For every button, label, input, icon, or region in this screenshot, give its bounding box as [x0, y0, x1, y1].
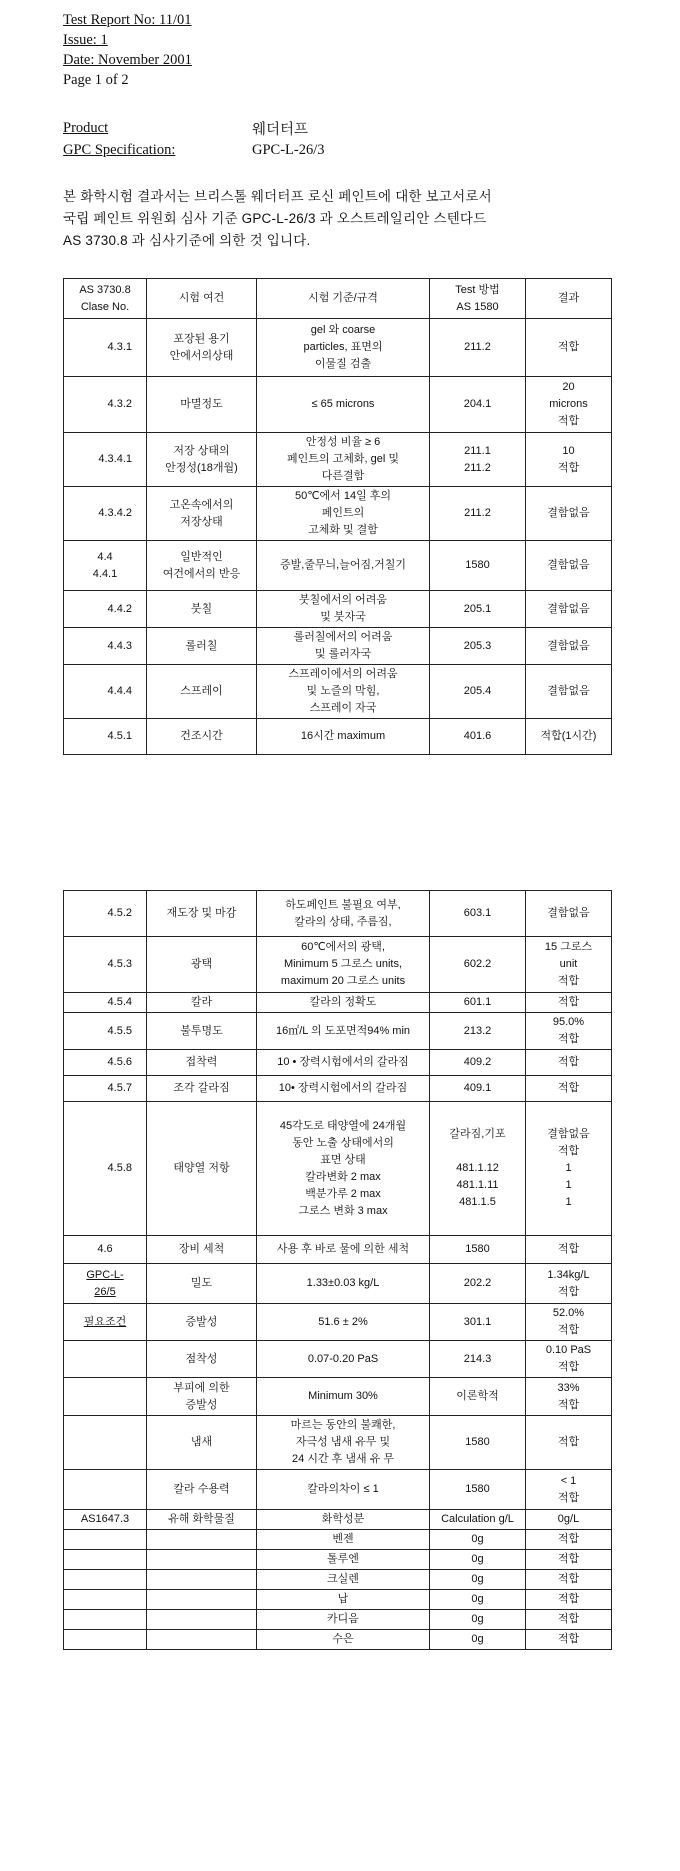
test-condition-cell: 점착성 — [147, 1341, 257, 1378]
test-condition-cell: 유해 화학물질 — [147, 1510, 257, 1530]
spec-label: GPC Specification: — [63, 142, 176, 158]
test-method-cell: 213.2 — [430, 1013, 526, 1050]
table-row — [64, 591, 612, 628]
test-condition-cell: 재도장 및 마감 — [147, 891, 257, 937]
test-criteria-cell: ≤ 65 microns — [257, 377, 430, 433]
test-results-table-2 — [63, 890, 612, 1650]
test-method-cell: Calculation g/L — [430, 1510, 526, 1530]
test-method-cell: 202.2 — [430, 1264, 526, 1304]
clause-cell — [64, 1378, 147, 1416]
test-condition-cell: 불투명도 — [147, 1013, 257, 1050]
column-header: 결과 — [526, 279, 612, 319]
column-header: 시험 기준/규격 — [257, 279, 430, 319]
clause-cell: 4.3.2 — [64, 377, 147, 433]
result-cell: 1.34kg/L 적합 — [526, 1264, 612, 1304]
table-row — [64, 719, 612, 755]
clause-cell — [64, 1630, 147, 1650]
table-row — [64, 487, 612, 541]
test-criteria-cell: 1.33±0.03 kg/L — [257, 1264, 430, 1304]
table-row — [64, 1416, 612, 1470]
test-method-cell: 401.6 — [430, 719, 526, 755]
column-header: Test 방법 AS 1580 — [430, 279, 526, 319]
clause-cell — [64, 1416, 147, 1470]
test-results-table-1 — [63, 278, 612, 755]
test-criteria-cell: 16시간 maximum — [257, 719, 430, 755]
test-criteria-cell: 롤러칠에서의 어려움 및 롤러자국 — [257, 628, 430, 665]
result-cell: 적합 — [526, 319, 612, 377]
test-method-cell: 0g — [430, 1630, 526, 1650]
table-row — [64, 1570, 612, 1590]
product-label: Product — [63, 120, 109, 136]
result-cell: 결함없음 — [526, 628, 612, 665]
test-condition-cell: 밀도 — [147, 1264, 257, 1304]
test-criteria-cell: 45각도로 태양열에 24개월 동안 노출 상태에서의 표면 상태 칼라변화 2 max 백분가루 2 max 그로스 변화 3 max — [257, 1102, 430, 1236]
clause-cell: 4.3.4.2 — [64, 487, 147, 541]
table-row — [64, 891, 612, 937]
clause-cell: 4.5.1 — [64, 719, 147, 755]
test-criteria-cell: Minimum 30% — [257, 1378, 430, 1416]
table-row — [64, 1378, 612, 1416]
clause-cell: 4.5.8 — [64, 1102, 147, 1236]
test-criteria-cell: gel 와 coarse particles, 표면의 이물질 검출 — [257, 319, 430, 377]
report-date: Date: November 2001 — [63, 52, 192, 68]
column-header: 시험 여건 — [147, 279, 257, 319]
table-row — [64, 1470, 612, 1510]
intro-line: AS 3730.8 과 심사기준에 의한 것 입니다. — [63, 233, 311, 248]
result-cell: 결함없음 적합 1 1 1 — [526, 1102, 612, 1236]
intro-paragraph — [63, 186, 623, 252]
clause-cell: 4.3.4.1 — [64, 433, 147, 487]
table-row — [64, 1550, 612, 1570]
test-condition-cell: 포장된 용기 안에서의상태 — [147, 319, 257, 377]
test-criteria-cell: 스프레이에서의 어려움 및 노즐의 막힘, 스프레이 자국 — [257, 665, 430, 719]
test-criteria-cell: 안정성 비율 ≥ 6 페인트의 고체화, gel 및 다른결함 — [257, 433, 430, 487]
issue-number: Issue: 1 — [63, 32, 108, 48]
intro-line: 본 화학시험 결과서는 브리스톨 웨더터프 로신 페인트에 대한 보고서로서 — [63, 189, 492, 204]
product-value: 웨더터프 — [252, 122, 309, 138]
result-cell: 적합 — [526, 1530, 612, 1550]
test-condition-cell — [147, 1570, 257, 1590]
test-condition-cell: 스프레이 — [147, 665, 257, 719]
intro-line: 국립 페인트 위원회 심사 기준 GPC-L-26/3 과 오스트레일리안 스텐다드 — [63, 211, 487, 226]
test-condition-cell: 냄새 — [147, 1416, 257, 1470]
table-row — [64, 1610, 612, 1630]
test-condition-cell: 부피에 의한 증발성 — [147, 1378, 257, 1416]
test-condition-cell: 광택 — [147, 937, 257, 993]
test-method-cell: 409.1 — [430, 1076, 526, 1102]
table-row — [64, 1102, 612, 1236]
test-method-cell: 205.3 — [430, 628, 526, 665]
table-header-row — [64, 279, 612, 319]
table-row — [64, 628, 612, 665]
report-header — [63, 10, 192, 90]
table-row — [64, 1013, 612, 1050]
test-method-cell: 211.2 — [430, 319, 526, 377]
table-row — [64, 433, 612, 487]
test-criteria-cell: 10• 장력시험에서의 갈라짐 — [257, 1076, 430, 1102]
clause-cell: 4.5.3 — [64, 937, 147, 993]
test-criteria-cell: 수은 — [257, 1630, 430, 1650]
result-cell: 15 그로스 unit 적합 — [526, 937, 612, 993]
result-cell: 적합 — [526, 1050, 612, 1076]
report-number: Test Report No: 11/01 — [63, 12, 192, 28]
table-row — [64, 1236, 612, 1264]
test-criteria-cell: 벤젠 — [257, 1530, 430, 1550]
test-criteria-cell: 칼라의차이 ≤ 1 — [257, 1470, 430, 1510]
test-method-cell: 1580 — [430, 1416, 526, 1470]
test-condition-cell: 장비 세척 — [147, 1236, 257, 1264]
result-cell: 0g/L — [526, 1510, 612, 1530]
test-method-cell: 409.2 — [430, 1050, 526, 1076]
page-number: Page 1 of 2 — [63, 72, 129, 88]
result-cell: 적합 — [526, 993, 612, 1013]
clause-cell: 4.4.4 — [64, 665, 147, 719]
result-cell: 결함없음 — [526, 591, 612, 628]
test-criteria-cell: 16㎡/L 의 도포면적94% min — [257, 1013, 430, 1050]
clause-cell: AS1647.3 — [64, 1510, 147, 1530]
test-criteria-cell: 크실렌 — [257, 1570, 430, 1590]
result-cell: 52.0% 적합 — [526, 1304, 612, 1341]
test-condition-cell: 마멸정도 — [147, 377, 257, 433]
test-criteria-cell: 카디음 — [257, 1610, 430, 1630]
clause-cell — [64, 1610, 147, 1630]
spec-value: GPC-L-26/3 — [252, 142, 325, 158]
result-cell: 적합 — [526, 1236, 612, 1264]
test-method-cell: 0g — [430, 1610, 526, 1630]
result-cell: 적합 — [526, 1630, 612, 1650]
test-condition-cell: 증발성 — [147, 1304, 257, 1341]
test-method-cell: 205.1 — [430, 591, 526, 628]
clause-cell — [64, 1570, 147, 1590]
clause-cell: GPC-L- 26/5 — [64, 1264, 147, 1304]
test-criteria-cell: 톨루엔 — [257, 1550, 430, 1570]
table-row — [64, 665, 612, 719]
test-method-cell: 602.2 — [430, 937, 526, 993]
test-condition-cell: 건조시간 — [147, 719, 257, 755]
clause-cell: 4.5.2 — [64, 891, 147, 937]
test-method-cell: 1580 — [430, 541, 526, 591]
clause-cell: 4.5.4 — [64, 993, 147, 1013]
table-row — [64, 993, 612, 1013]
table-row — [64, 1590, 612, 1610]
test-criteria-cell: 50℃에서 14일 후의 페인트의 고체화 및 결함 — [257, 487, 430, 541]
table-row — [64, 1304, 612, 1341]
clause-cell: 4.6 — [64, 1236, 147, 1264]
result-cell: 적합 — [526, 1076, 612, 1102]
test-criteria-cell: 붓칠에서의 어려움 및 붓자국 — [257, 591, 430, 628]
test-condition-cell — [147, 1610, 257, 1630]
test-condition-cell: 붓칠 — [147, 591, 257, 628]
clause-cell: 필요조건 — [64, 1304, 147, 1341]
test-criteria-cell: 0.07-0.20 PaS — [257, 1341, 430, 1378]
test-condition-cell — [147, 1630, 257, 1650]
test-condition-cell: 칼라 수용력 — [147, 1470, 257, 1510]
result-cell: < 1 적합 — [526, 1470, 612, 1510]
clause-cell: 4.5.7 — [64, 1076, 147, 1102]
test-condition-cell — [147, 1590, 257, 1610]
result-cell: 적합 — [526, 1416, 612, 1470]
clause-cell — [64, 1590, 147, 1610]
result-cell: 결함없음 — [526, 541, 612, 591]
test-method-cell: 603.1 — [430, 891, 526, 937]
result-cell: 결함없음 — [526, 487, 612, 541]
column-header: AS 3730.8 Clase No. — [64, 279, 147, 319]
test-criteria-cell: 마르는 동안의 불쾌한, 자극성 냄새 유무 및 24 시간 후 냄새 유 무 — [257, 1416, 430, 1470]
result-cell: 적합 — [526, 1550, 612, 1570]
test-criteria-cell: 증발,줄무늬,늘어짐,거칠기 — [257, 541, 430, 591]
test-condition-cell: 고온속에서의 저장상태 — [147, 487, 257, 541]
test-condition-cell: 칼라 — [147, 993, 257, 1013]
test-method-cell: 204.1 — [430, 377, 526, 433]
table-row — [64, 1510, 612, 1530]
test-method-cell: 205.4 — [430, 665, 526, 719]
test-method-cell: 1580 — [430, 1236, 526, 1264]
test-method-cell: 211.1 211.2 — [430, 433, 526, 487]
test-method-cell: 0g — [430, 1590, 526, 1610]
result-cell: 95.0% 적합 — [526, 1013, 612, 1050]
result-cell: 결함없음 — [526, 891, 612, 937]
test-criteria-cell: 사용 후 바로 물에 의한 세척 — [257, 1236, 430, 1264]
test-criteria-cell: 51.6 ± 2% — [257, 1304, 430, 1341]
result-cell: 10 적합 — [526, 433, 612, 487]
table-row — [64, 1630, 612, 1650]
clause-cell: 4.5.6 — [64, 1050, 147, 1076]
clause-cell: 4.4 4.4.1 — [64, 541, 147, 591]
result-cell: 0.10 PaS 적합 — [526, 1341, 612, 1378]
result-cell: 적합 — [526, 1570, 612, 1590]
test-criteria-cell: 60℃에서의 광택, Minimum 5 그로스 units, maximum 20 그로스 units — [257, 937, 430, 993]
result-cell: 적합 — [526, 1590, 612, 1610]
clause-cell — [64, 1530, 147, 1550]
test-condition-cell: 롤러칠 — [147, 628, 257, 665]
result-cell: 결함없음 — [526, 665, 612, 719]
test-condition-cell: 일반적인 여건에서의 반응 — [147, 541, 257, 591]
test-condition-cell: 접착력 — [147, 1050, 257, 1076]
clause-cell: 4.3.1 — [64, 319, 147, 377]
clause-cell — [64, 1341, 147, 1378]
table-row — [64, 377, 612, 433]
table-row — [64, 937, 612, 993]
test-criteria-cell: 10 • 장력시험에서의 갈라짐 — [257, 1050, 430, 1076]
test-method-cell: 이론학적 — [430, 1378, 526, 1416]
result-cell: 적합(1시간) — [526, 719, 612, 755]
result-cell: 적합 — [526, 1610, 612, 1630]
test-method-cell: 211.2 — [430, 487, 526, 541]
table-row — [64, 1050, 612, 1076]
table-row — [64, 1530, 612, 1550]
test-criteria-cell: 납 — [257, 1590, 430, 1610]
test-condition-cell: 태양열 저항 — [147, 1102, 257, 1236]
table-row — [64, 1264, 612, 1304]
test-method-cell: 214.3 — [430, 1341, 526, 1378]
test-method-cell: 301.1 — [430, 1304, 526, 1341]
test-method-cell: 0g — [430, 1550, 526, 1570]
test-method-cell: 갈라짐,기포 481.1.12 481.1.11 481.1.5 — [430, 1102, 526, 1236]
table-row — [64, 319, 612, 377]
test-criteria-cell: 화학성분 — [257, 1510, 430, 1530]
test-condition-cell: 저장 상태의 안정성(18개월) — [147, 433, 257, 487]
test-criteria-cell: 하도페인트 불필요 여부, 칼라의 상태, 주름짐, — [257, 891, 430, 937]
test-condition-cell — [147, 1530, 257, 1550]
result-cell: 33% 적합 — [526, 1378, 612, 1416]
clause-cell — [64, 1470, 147, 1510]
clause-cell — [64, 1550, 147, 1570]
test-method-cell: 601.1 — [430, 993, 526, 1013]
result-cell: 20 microns 적합 — [526, 377, 612, 433]
test-method-cell: 0g — [430, 1570, 526, 1590]
test-method-cell: 0g — [430, 1530, 526, 1550]
test-condition-cell: 조각 갈라짐 — [147, 1076, 257, 1102]
test-criteria-cell: 칼라의 정확도 — [257, 993, 430, 1013]
test-condition-cell — [147, 1550, 257, 1570]
table-row — [64, 1076, 612, 1102]
test-method-cell: 1580 — [430, 1470, 526, 1510]
table-row — [64, 541, 612, 591]
clause-cell: 4.4.2 — [64, 591, 147, 628]
clause-cell: 4.5.5 — [64, 1013, 147, 1050]
table-row — [64, 1341, 612, 1378]
clause-cell: 4.4.3 — [64, 628, 147, 665]
